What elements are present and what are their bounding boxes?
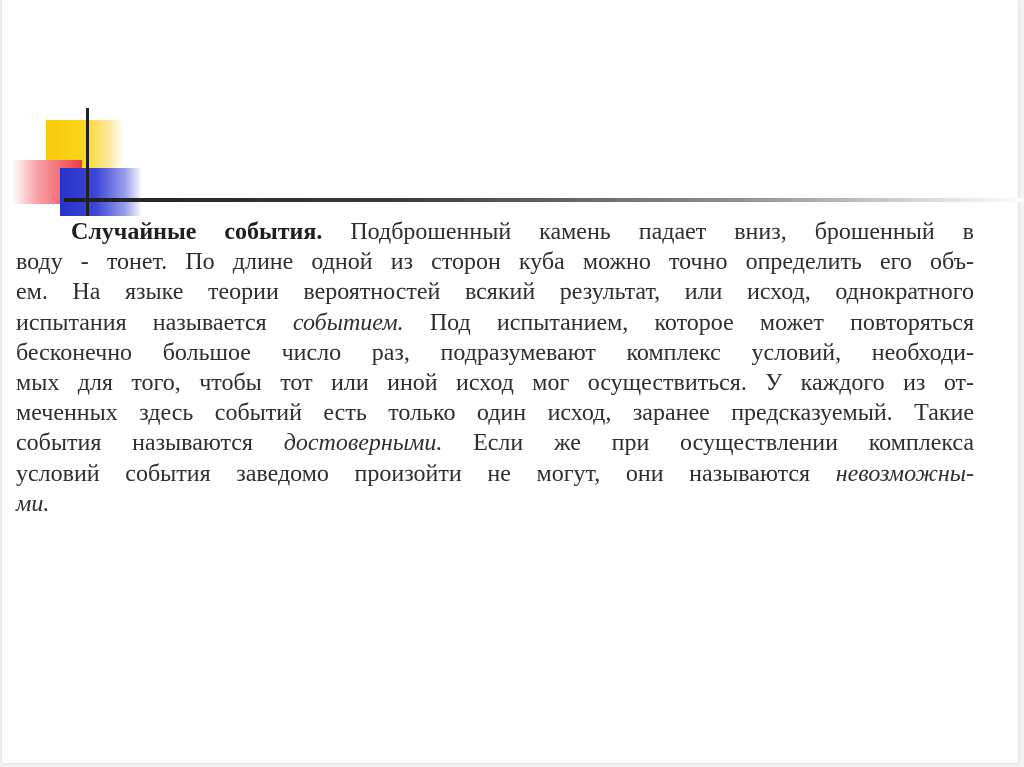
- text-line: мых для того, чтобы тот или иной исход мог осуществиться. У каждого из от-: [16, 370, 974, 397]
- blue-square-decoration: [60, 168, 142, 216]
- text-line: [16, 489, 974, 519]
- term-event: событием.: [292, 309, 404, 336]
- text-line: ем. На языке теории вероятностей всякий результат, или исход, однократного: [16, 279, 974, 306]
- text-line: условий события заведомо произойти не могут, они называются невозможны-: [16, 460, 974, 487]
- paragraph-heading: Случайные события.: [71, 219, 323, 245]
- term-certain: достоверными.: [283, 430, 443, 457]
- text-line: события называются достоверными. Если же при осуществлении комплекса: [16, 430, 975, 457]
- text-line: испытания называется событием. Под испытанием, которое может повторяться: [16, 309, 974, 336]
- text-line: Случайные события. Подброшенный камень падает вниз, брошенный в: [71, 219, 975, 245]
- text-line: бесконечно большое число раз, подразумевают комплекс условий, необходи-: [16, 339, 974, 366]
- title-decoration: [2, 0, 162, 230]
- text-line: меченных здесь событий есть только один исход, заранее предсказуемый. Такие: [16, 400, 974, 427]
- slide: [2, 0, 1018, 763]
- text-line: воду - тонет. По длине одной из сторон куба можно точно определить его объ-: [16, 249, 974, 276]
- term-impossible-end: ми.: [16, 490, 50, 517]
- term-impossible: невозможны-: [835, 460, 974, 487]
- body-paragraph: [16, 217, 974, 519]
- horizontal-rule: [64, 198, 1024, 202]
